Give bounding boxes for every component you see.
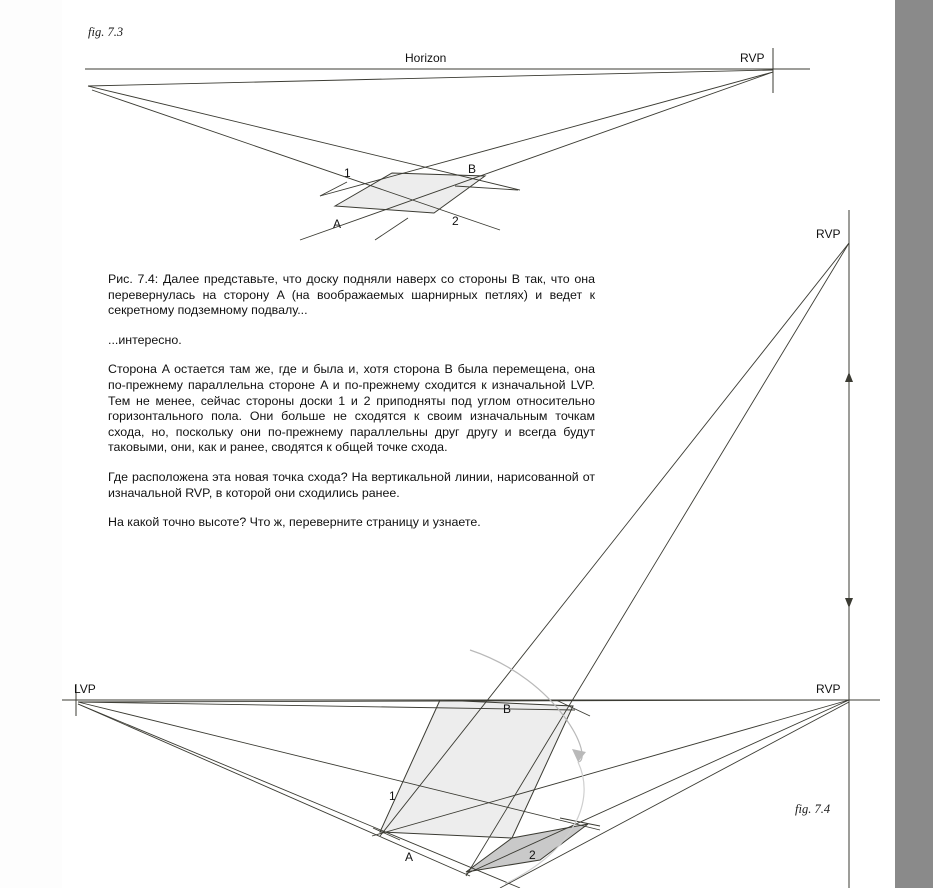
- body-paragraph-2: ...интересно.: [108, 332, 182, 347]
- rvp-label-top: RVP: [740, 51, 765, 65]
- point-label-1-bottom: 1: [389, 789, 396, 803]
- point-label-a-bottom: A: [405, 850, 414, 864]
- horizon-label: Horizon: [405, 51, 447, 65]
- body-paragraph-5: На какой точно высоте? Что ж, переверните страницу и узнаете.: [108, 515, 481, 530]
- figure-7-4-label: fig. 7.4: [795, 802, 831, 816]
- figure-7-3-label: fig. 7.3: [88, 25, 124, 39]
- body-paragraph-3: Сторона A остается там же, где и была и, хотя сторона B была перемещена, она по-прежнему параллельна стороне A и по-прежнему сходится к изначальной LVP. Тем не менее, сейчас стороны доски 1 и 2 приподняты под углом относительно горизонтального пола. Они больше не сходятся к своим изначальным точкам схода, но, поскольку они по-прежнему параллельны друг другу и всегда будут таковыми, они, как и ранее, сводятся к общей точке схода.: [108, 362, 595, 455]
- point-label-b-bottom: B: [503, 702, 512, 716]
- body-paragraph-4: Где расположена эта новая точка схода? На вертикальной линии, нарисованной от изначальной RVP, в которой они сходились ранее.: [108, 469, 595, 500]
- point-label-b-top: B: [468, 162, 477, 176]
- point-label-1-top: 1: [344, 166, 351, 180]
- point-label-a-top: A: [333, 217, 342, 231]
- rvp-label-lower-bottom: RVP: [816, 682, 841, 696]
- body-paragraph-1: Рис. 7.4: Далее представьте, что доску подняли наверх со стороны B так, что она перевернулась на сторону A (на воображаемых шарнирных петлях) и ведет к секретному подземному подвалу...: [108, 272, 595, 318]
- page-outer-background: [895, 0, 933, 888]
- rvp-label-upper-bottom: RVP: [816, 227, 841, 241]
- lvp-label: LVP: [74, 682, 96, 696]
- body-text-block: [108, 272, 595, 545]
- point-label-2-top: 2: [452, 214, 459, 228]
- point-label-2-bottom: 2: [529, 848, 536, 862]
